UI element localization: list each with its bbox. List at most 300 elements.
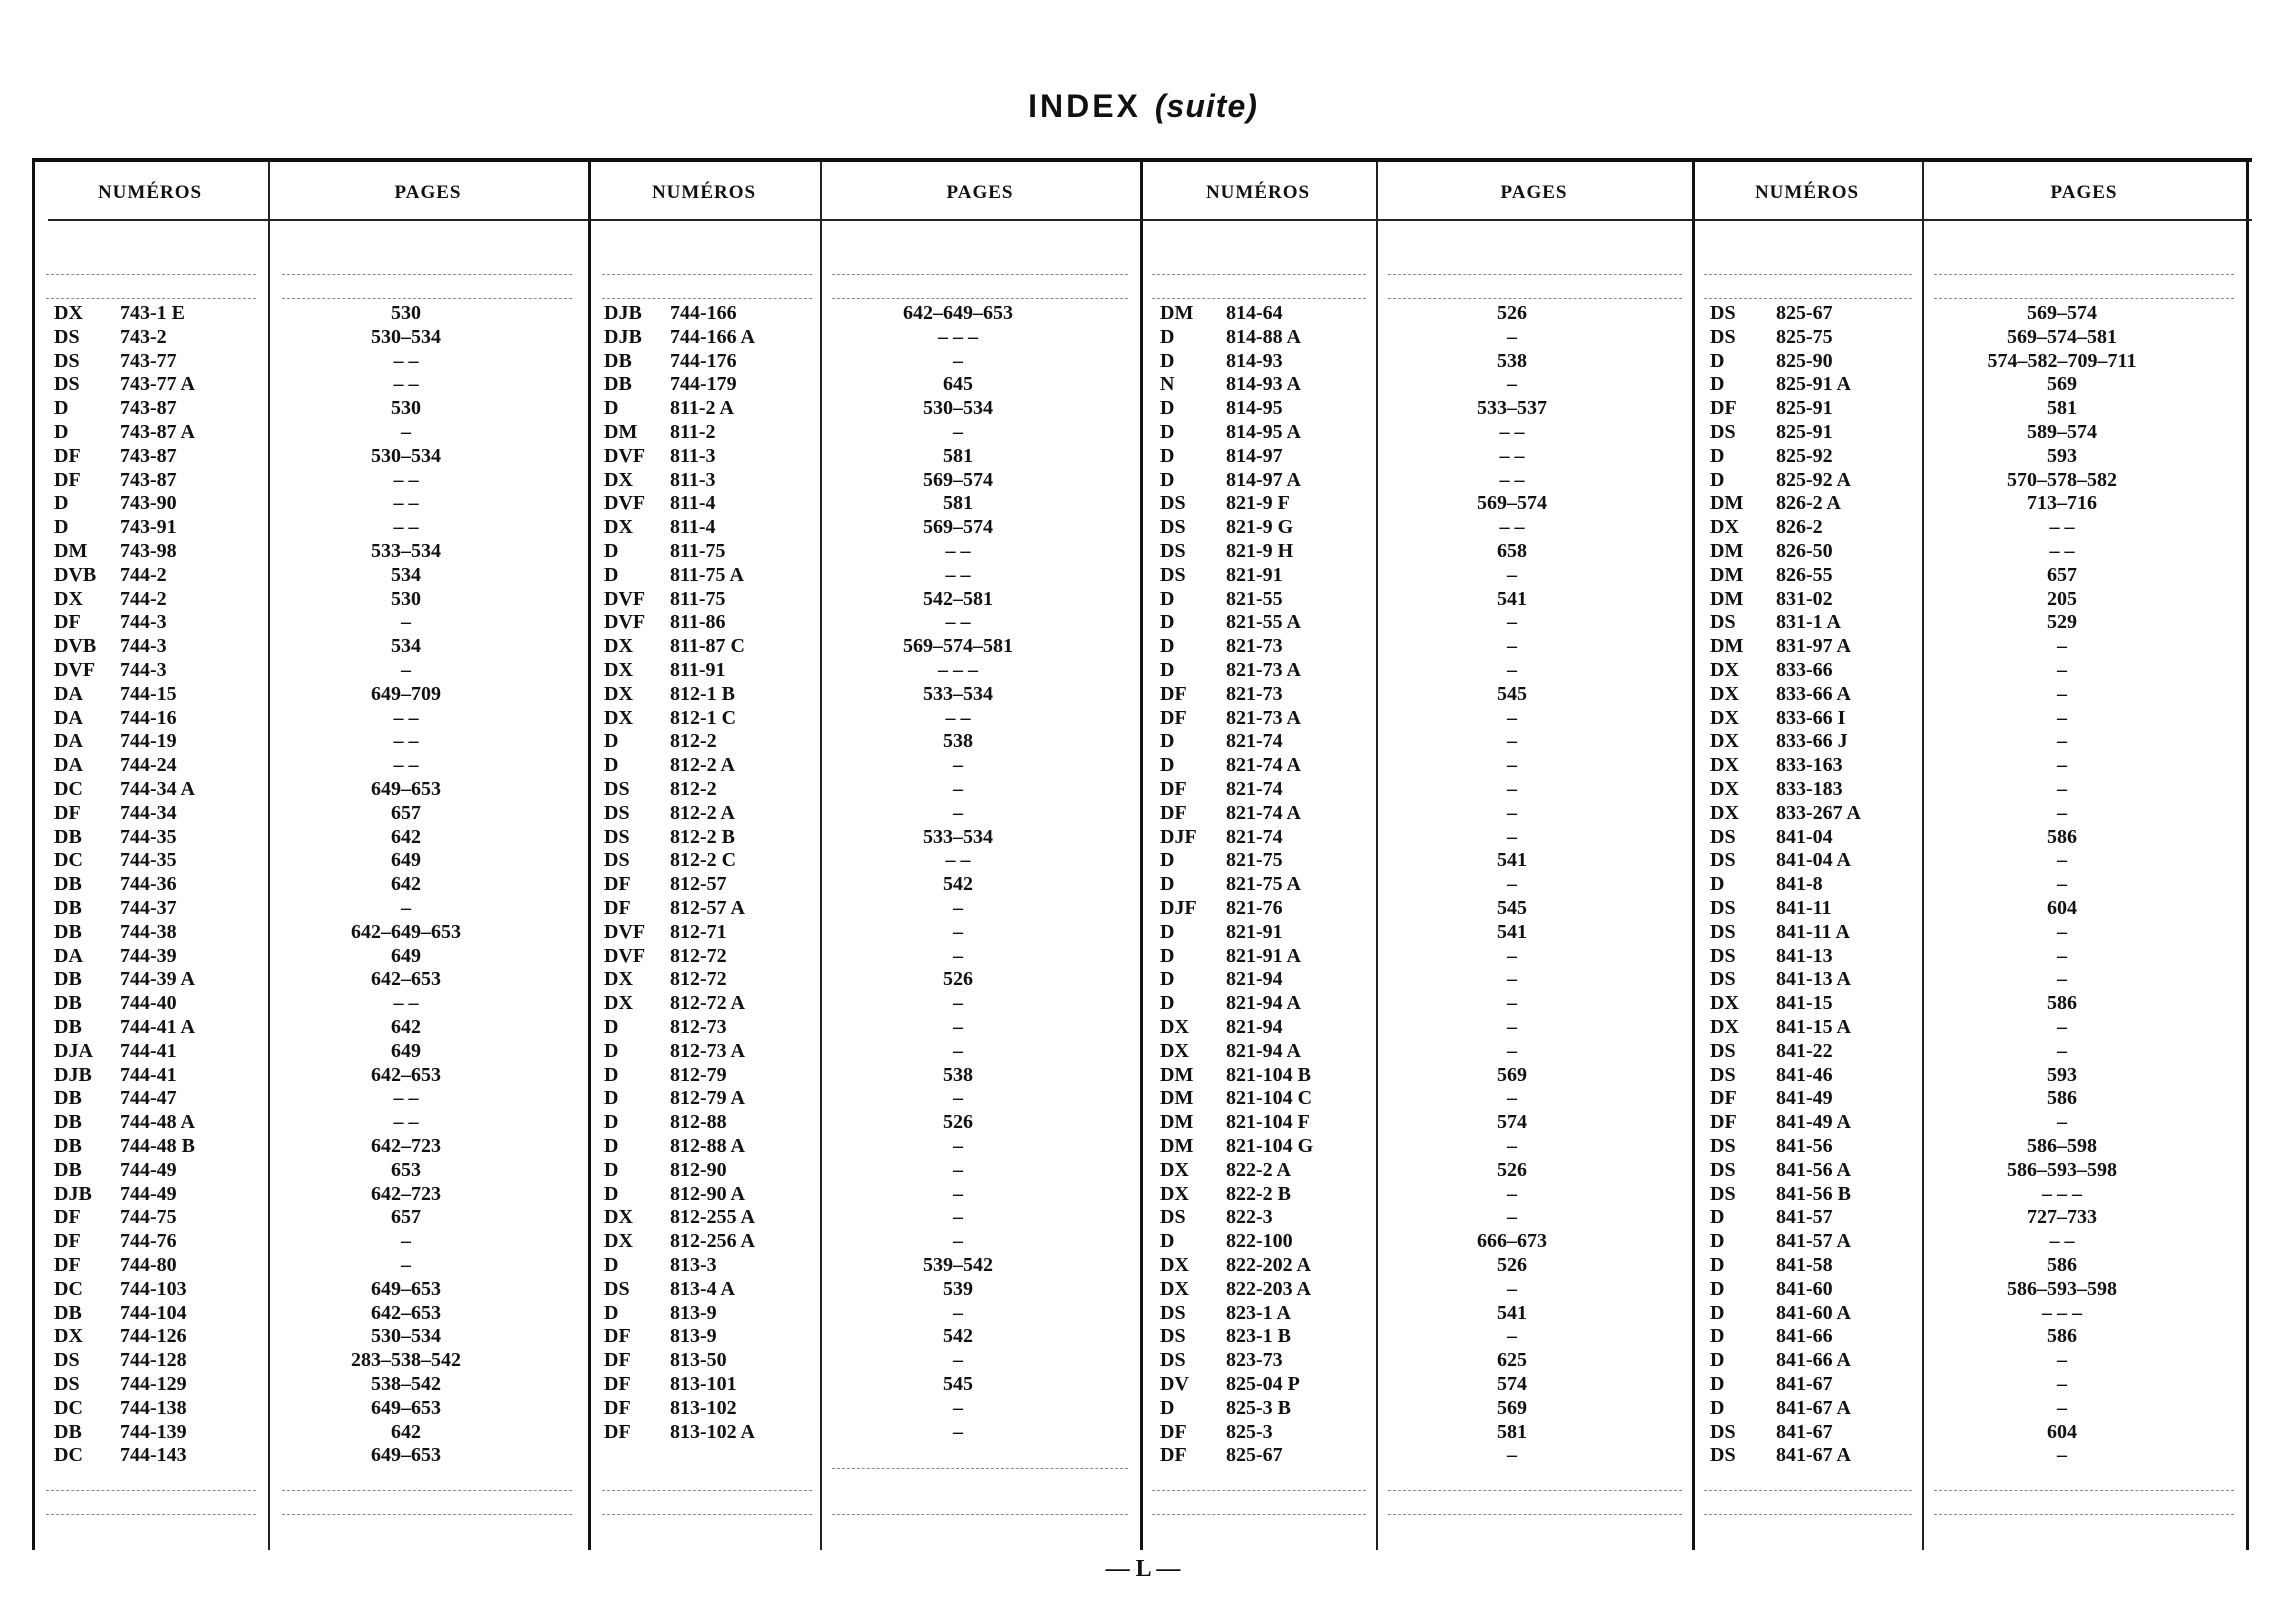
table-row: [1710, 1421, 2246, 1444]
entry-number: 744-80: [120, 1254, 177, 1276]
table-row: [1160, 826, 1692, 849]
table-row: [1160, 492, 1692, 515]
leader-dots: [282, 274, 572, 275]
series-prefix: DS: [1710, 611, 1736, 633]
table-row: [1710, 659, 2246, 682]
series-prefix: DS: [1710, 302, 1736, 324]
entry-number: 822-202 A: [1226, 1254, 1311, 1276]
entry-pages: –: [1507, 659, 1517, 681]
table-row: [54, 897, 588, 920]
leader-dots: [282, 1514, 572, 1515]
entry-pages: –: [2057, 945, 2067, 967]
entry-number: 812-71: [670, 921, 727, 943]
table-row: [54, 540, 588, 563]
entry-number: 812-57: [670, 873, 727, 895]
series-prefix: DS: [1710, 1040, 1736, 1062]
table-row: [1160, 1278, 1692, 1301]
entry-number: 821-74 A: [1226, 802, 1301, 824]
entry-pages: – – –: [938, 659, 978, 681]
entry-number: 743-77 A: [120, 373, 195, 395]
entry-number: 841-60: [1776, 1278, 1833, 1300]
entry-number: 743-77: [120, 350, 177, 372]
table-row: [54, 445, 588, 468]
entry-pages: 666–673: [1477, 1230, 1547, 1252]
series-prefix: DM: [1160, 1064, 1194, 1086]
table-row: [54, 611, 588, 634]
series-prefix: DX: [604, 516, 633, 538]
table-row: [54, 1397, 588, 1420]
entry-pages: 658: [1497, 540, 1527, 562]
series-prefix: DC: [54, 778, 83, 800]
table-row: [1160, 397, 1692, 420]
entry-number: 812-1 B: [670, 683, 735, 705]
entry-pages: –: [1507, 373, 1517, 395]
table-row: [1160, 1183, 1692, 1206]
entry-pages: 642–723: [371, 1183, 441, 1205]
table-row: [1710, 373, 2246, 396]
table-row: [1160, 730, 1692, 753]
entry-pages: –: [1507, 992, 1517, 1014]
entry-pages: 604: [2047, 897, 2077, 919]
page-title: [0, 88, 2286, 125]
entry-number: 821-104 C: [1226, 1087, 1313, 1109]
entry-pages: 642–653: [371, 968, 441, 990]
table-row: [1160, 373, 1692, 396]
table-row: [1710, 849, 2246, 872]
table-row: [54, 968, 588, 991]
series-prefix: DX: [604, 659, 633, 681]
table-row: [1710, 302, 2246, 325]
table-row: [1710, 1230, 2246, 1253]
entry-number: 821-94 A: [1226, 1040, 1301, 1062]
entry-pages: –: [953, 778, 963, 800]
series-prefix: DX: [1160, 1040, 1189, 1062]
table-row: [54, 1349, 588, 1372]
entry-number: 812-73: [670, 1016, 727, 1038]
entry-number: 743-91: [120, 516, 177, 538]
entry-pages: –: [1507, 635, 1517, 657]
series-prefix: D: [1160, 945, 1175, 967]
series-prefix: DJB: [604, 302, 642, 324]
entry-number: 744-138: [120, 1397, 187, 1419]
table-row: [604, 873, 1140, 896]
table-row: [604, 707, 1140, 730]
entry-number: 821-9 F: [1226, 492, 1290, 514]
leader-dots: [1704, 1514, 1912, 1515]
leader-dots: [1704, 274, 1912, 275]
table-row: [1160, 326, 1692, 349]
entry-number: 811-3: [670, 445, 716, 467]
series-prefix: DS: [1710, 1183, 1736, 1205]
entry-number: 744-139: [120, 1421, 187, 1443]
entry-number: 744-49: [120, 1159, 177, 1181]
page-number: — L —: [1105, 1556, 1181, 1582]
entry-pages: –: [1507, 1206, 1517, 1228]
series-prefix: DS: [1710, 921, 1736, 943]
entry-pages: 530: [391, 397, 421, 419]
table-row: [1160, 302, 1692, 325]
series-prefix: D: [1710, 1254, 1725, 1276]
entry-number: 821-104 F: [1226, 1111, 1310, 1133]
series-prefix: DJF: [1160, 826, 1197, 848]
table-row: [1160, 564, 1692, 587]
entry-number: 812-72: [670, 945, 727, 967]
series-prefix: DB: [54, 826, 82, 848]
series-prefix: DS: [604, 802, 630, 824]
series-prefix: DS: [1160, 1325, 1186, 1347]
entry-pages: 586: [2047, 826, 2077, 848]
table-left-border: [32, 162, 35, 1550]
table-row: [54, 849, 588, 872]
leader-dots: [1152, 1514, 1366, 1515]
series-prefix: DA: [54, 754, 83, 776]
series-prefix: DX: [1710, 992, 1739, 1014]
table-row: [54, 1016, 588, 1039]
series-prefix: D: [1710, 1325, 1725, 1347]
header-pages: PAGES: [1500, 182, 1568, 203]
entry-pages: 649: [391, 1040, 421, 1062]
entry-number: 821-94: [1226, 1016, 1283, 1038]
series-prefix: DVF: [604, 945, 646, 967]
entry-pages: 283–538–542: [351, 1349, 461, 1371]
entry-number: 814-64: [1226, 302, 1283, 324]
table-row: [1710, 1444, 2246, 1467]
entry-pages: –: [953, 1349, 963, 1371]
entry-pages: –: [401, 659, 411, 681]
entry-number: 841-67: [1776, 1421, 1833, 1443]
table-row: [1160, 421, 1692, 444]
table-row: [604, 302, 1140, 325]
leader-dots: [1934, 274, 2234, 275]
series-prefix: D: [604, 1183, 619, 1205]
entry-number: 841-56 B: [1776, 1183, 1851, 1205]
entry-number: 826-2: [1776, 516, 1823, 538]
table-row: [604, 683, 1140, 706]
entry-pages: 642–649–653: [903, 302, 1013, 324]
table-row: [1710, 564, 2246, 587]
leader-dots: [602, 1514, 812, 1515]
entry-number: 813-102 A: [670, 1421, 755, 1443]
entry-pages: –: [1507, 873, 1517, 895]
series-prefix: D: [1160, 635, 1175, 657]
series-prefix: DX: [604, 683, 633, 705]
series-prefix: DF: [604, 1373, 631, 1395]
entry-number: 841-15 A: [1776, 1016, 1851, 1038]
entry-number: 744-35: [120, 849, 177, 871]
series-prefix: DF: [1160, 1444, 1187, 1466]
table-row: [1710, 1349, 2246, 1372]
series-prefix: D: [1160, 350, 1175, 372]
series-prefix: DM: [1160, 1087, 1194, 1109]
series-prefix: DB: [54, 1016, 82, 1038]
entry-number: 822-203 A: [1226, 1278, 1311, 1300]
entry-number: 821-74: [1226, 778, 1283, 800]
entry-pages: –: [1507, 1444, 1517, 1466]
series-prefix: DS: [1160, 564, 1186, 586]
entry-number: 744-143: [120, 1444, 187, 1466]
table-row: [54, 421, 588, 444]
table-row: [1710, 635, 2246, 658]
series-prefix: D: [604, 1111, 619, 1133]
entry-number: 825-67: [1776, 302, 1833, 324]
series-prefix: D: [1160, 968, 1175, 990]
series-prefix: DX: [604, 469, 633, 491]
leader-dots: [46, 274, 256, 275]
series-prefix: D: [604, 1016, 619, 1038]
series-prefix: DF: [1160, 683, 1187, 705]
table-row: [1160, 873, 1692, 896]
entry-number: 811-4: [670, 492, 716, 514]
entry-pages: 645: [943, 373, 973, 395]
entry-pages: –: [1507, 826, 1517, 848]
index-table: [32, 158, 2252, 1550]
entry-pages: – – –: [938, 326, 978, 348]
entry-number: 841-04 A: [1776, 849, 1851, 871]
entry-pages: 574: [1497, 1111, 1527, 1133]
entry-number: 813-4 A: [670, 1278, 735, 1300]
table-row: [54, 397, 588, 420]
entry-pages: –: [2057, 1111, 2067, 1133]
series-prefix: DB: [54, 968, 82, 990]
entry-pages: – –: [393, 1111, 419, 1133]
table-row: [1710, 754, 2246, 777]
entry-pages: 538: [1497, 350, 1527, 372]
entry-pages: –: [953, 1302, 963, 1324]
table-row: [1160, 588, 1692, 611]
group-divider: [1140, 162, 1143, 1550]
table-row: [1710, 1278, 2246, 1301]
table-row: [1710, 326, 2246, 349]
entry-pages: 530: [391, 588, 421, 610]
table-row: [1710, 350, 2246, 373]
entry-number: 841-60 A: [1776, 1302, 1851, 1324]
entry-pages: – – –: [2042, 1302, 2082, 1324]
entry-pages: –: [2057, 921, 2067, 943]
series-prefix: DF: [604, 897, 631, 919]
entry-pages: 538: [943, 1064, 973, 1086]
series-prefix: DS: [1160, 1206, 1186, 1228]
table-row: [54, 707, 588, 730]
entry-pages: –: [1507, 778, 1517, 800]
table-row: [1710, 1135, 2246, 1158]
table-row: [1160, 968, 1692, 991]
table-row: [604, 469, 1140, 492]
entry-pages: 530: [391, 302, 421, 324]
table-row: [1710, 469, 2246, 492]
entry-pages: 589–574: [2027, 421, 2097, 443]
entry-number: 841-58: [1776, 1254, 1833, 1276]
series-prefix: DF: [1160, 778, 1187, 800]
table-row: [604, 421, 1140, 444]
entry-pages: –: [953, 1087, 963, 1109]
entry-number: 841-13: [1776, 945, 1833, 967]
entry-pages: –: [953, 1016, 963, 1038]
entry-pages: –: [953, 802, 963, 824]
series-prefix: D: [604, 1302, 619, 1324]
table-row: [1710, 397, 2246, 420]
series-prefix: D: [604, 1064, 619, 1086]
entry-pages: –: [1507, 1016, 1517, 1038]
table-row: [54, 1159, 588, 1182]
entry-pages: – –: [393, 492, 419, 514]
entry-number: 744-103: [120, 1278, 187, 1300]
entry-pages: –: [1507, 1278, 1517, 1300]
entry-pages: 581: [943, 492, 973, 514]
table-row: [604, 397, 1140, 420]
group-divider: [1692, 162, 1695, 1550]
entry-pages: 569: [1497, 1064, 1527, 1086]
table-row: [54, 1325, 588, 1348]
entry-number: 841-67 A: [1776, 1444, 1851, 1466]
entry-number: 744-16: [120, 707, 177, 729]
series-prefix: D: [1160, 1397, 1175, 1419]
table-row: [1160, 1373, 1692, 1396]
entry-pages: 586–593–598: [2007, 1159, 2117, 1181]
table-row: [1160, 1111, 1692, 1134]
entry-pages: –: [2057, 754, 2067, 776]
series-prefix: D: [1710, 1349, 1725, 1371]
series-prefix: D: [54, 397, 69, 419]
entry-pages: –: [1507, 1135, 1517, 1157]
leader-dots: [282, 298, 572, 299]
leader-dots: [282, 1490, 572, 1491]
series-prefix: DS: [1710, 1421, 1736, 1443]
entry-number: 833-267 A: [1776, 802, 1861, 824]
entry-pages: –: [953, 945, 963, 967]
table-row: [1160, 849, 1692, 872]
table-row: [1160, 707, 1692, 730]
table-row: [54, 754, 588, 777]
entry-number: 823-73: [1226, 1349, 1283, 1371]
series-prefix: DX: [1710, 659, 1739, 681]
entry-pages: – –: [1499, 445, 1525, 467]
entry-number: 814-93: [1226, 350, 1283, 372]
series-prefix: DM: [1710, 588, 1744, 610]
entry-number: 812-88 A: [670, 1135, 745, 1157]
table-row: [1160, 350, 1692, 373]
series-prefix: D: [54, 492, 69, 514]
entry-number: 812-2: [670, 778, 717, 800]
entry-number: 841-67: [1776, 1373, 1833, 1395]
entry-pages: –: [953, 1183, 963, 1205]
table-row: [604, 445, 1140, 468]
series-prefix: DM: [1710, 540, 1744, 562]
entry-pages: 569: [2047, 373, 2077, 395]
entry-pages: – –: [945, 611, 971, 633]
table-row: [1710, 1159, 2246, 1182]
table-row: [604, 992, 1140, 1015]
entry-number: 821-55 A: [1226, 611, 1301, 633]
leader-dots: [1152, 274, 1366, 275]
series-prefix: DM: [1160, 1111, 1194, 1133]
entry-pages: 542: [943, 873, 973, 895]
entry-pages: –: [953, 1206, 963, 1228]
entry-pages: –: [2057, 1349, 2067, 1371]
entry-number: 744-166 A: [670, 326, 755, 348]
series-prefix: DX: [1710, 730, 1739, 752]
entry-number: 821-75: [1226, 849, 1283, 871]
entry-number: 821-94: [1226, 968, 1283, 990]
series-prefix: DF: [1160, 707, 1187, 729]
table-row: [54, 1444, 588, 1467]
entry-pages: –: [1507, 1325, 1517, 1347]
table-row: [1710, 421, 2246, 444]
table-row: [604, 778, 1140, 801]
entry-number: 743-2: [120, 326, 167, 348]
entry-number: 744-179: [670, 373, 737, 395]
header-pages: PAGES: [394, 182, 462, 203]
series-prefix: D: [604, 1040, 619, 1062]
entry-number: 841-57 A: [1776, 1230, 1851, 1252]
table-row: [1710, 873, 2246, 896]
entry-pages: 713–716: [2027, 492, 2097, 514]
table-row: [1710, 826, 2246, 849]
table-row: [54, 469, 588, 492]
table-row: [1710, 611, 2246, 634]
title-sub: (suite): [1154, 88, 1258, 124]
table-row: [1160, 1349, 1692, 1372]
entry-number: 841-22: [1776, 1040, 1833, 1062]
entry-pages: – –: [393, 373, 419, 395]
entry-pages: 539–542: [923, 1254, 993, 1276]
series-prefix: DX: [604, 1230, 633, 1252]
series-prefix: DX: [1710, 754, 1739, 776]
series-prefix: DM: [1710, 564, 1744, 586]
entry-pages: –: [1507, 326, 1517, 348]
series-prefix: D: [1710, 873, 1725, 895]
entry-pages: – –: [393, 707, 419, 729]
table-row: [604, 730, 1140, 753]
table-row: [54, 635, 588, 658]
series-prefix: DS: [1160, 516, 1186, 538]
entry-pages: –: [2057, 707, 2067, 729]
series-prefix: D: [54, 516, 69, 538]
entry-number: 814-95 A: [1226, 421, 1301, 443]
entry-pages: 574–582–709–711: [1987, 350, 2137, 372]
entry-number: 744-39: [120, 945, 177, 967]
entry-pages: 569–574: [923, 469, 993, 491]
series-prefix: D: [1710, 373, 1725, 395]
series-prefix: DF: [1160, 802, 1187, 824]
table-row: [604, 1016, 1140, 1039]
entry-number: 811-91: [670, 659, 726, 681]
entry-number: 833-66 A: [1776, 683, 1851, 705]
entry-number: 812-255 A: [670, 1206, 755, 1228]
table-row: [54, 826, 588, 849]
entry-pages: –: [953, 1159, 963, 1181]
entry-number: 833-163: [1776, 754, 1843, 776]
entry-number: 744-37: [120, 897, 177, 919]
entry-pages: 657: [391, 1206, 421, 1228]
header-numeros: NUMÉROS: [1754, 182, 1860, 203]
table-row: [604, 326, 1140, 349]
series-prefix: D: [604, 1135, 619, 1157]
entry-number: 831-97 A: [1776, 635, 1851, 657]
table-row: [1710, 707, 2246, 730]
table-row: [1160, 469, 1692, 492]
entry-pages: –: [401, 897, 411, 919]
series-prefix: DX: [1710, 778, 1739, 800]
entry-pages: 657: [391, 802, 421, 824]
entry-pages: – –: [2049, 516, 2075, 538]
entry-pages: –: [2057, 659, 2067, 681]
table-right-border: [2246, 162, 2249, 1550]
leader-dots: [1934, 1514, 2234, 1515]
series-prefix: D: [1160, 588, 1175, 610]
leader-dots: [46, 1514, 256, 1515]
entry-number: 812-2 C: [670, 849, 737, 871]
entry-number: 821-9 G: [1226, 516, 1294, 538]
